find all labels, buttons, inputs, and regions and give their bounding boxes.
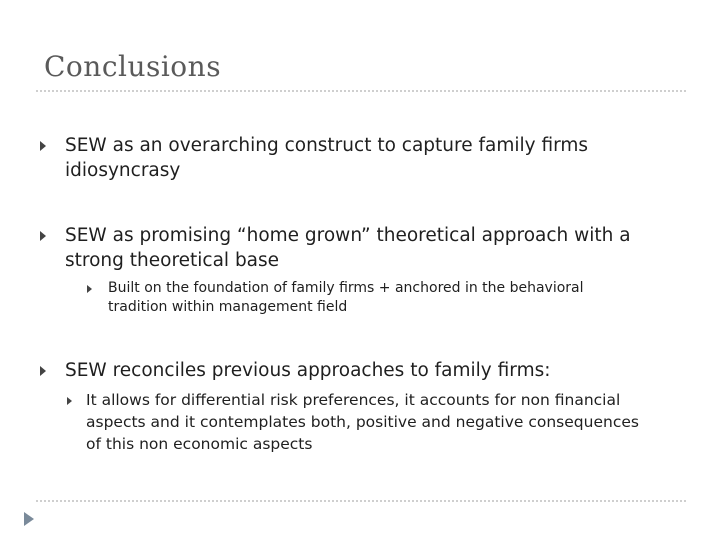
bullet-1-line-1: SEW as an overarching construct to capture family firms: [65, 135, 589, 156]
slide-title: Conclusions: [44, 50, 222, 83]
bullet-3-sub-line-1: It allows for differential risk preferences, it accounts for non financial: [86, 391, 621, 409]
bullet-arrow-icon: [40, 231, 46, 241]
bullet-3-line-1: SEW reconciles previous approaches to family firms:: [65, 360, 551, 381]
bullet-2-line-1: SEW as promising “home grown” theoretical approach with a: [65, 225, 631, 246]
corner-bullet-icon: [22, 503, 36, 533]
bullet-arrow-icon: [40, 141, 46, 151]
bullet-3-sub-line-2: aspects and it contemplates both, positive and negative consequences: [86, 413, 639, 431]
sub-bullet-arrow-icon: [67, 397, 72, 405]
bullet-2-sub-line-2: tradition within management field: [108, 299, 348, 315]
footer-divider: [36, 500, 686, 502]
bullet-3-sub-line-3: of this non economic aspects: [86, 435, 313, 453]
bullet-1-line-2: idiosyncrasy: [65, 160, 181, 181]
bullet-arrow-icon: [40, 366, 46, 376]
bullet-2-line-2: strong theoretical base: [65, 250, 280, 271]
title-divider: [36, 90, 686, 92]
bullet-2-sub-line-1: Built on the foundation of family firms + anchored in the behavioral: [108, 280, 584, 296]
sub-bullet-arrow-icon: [87, 285, 92, 293]
